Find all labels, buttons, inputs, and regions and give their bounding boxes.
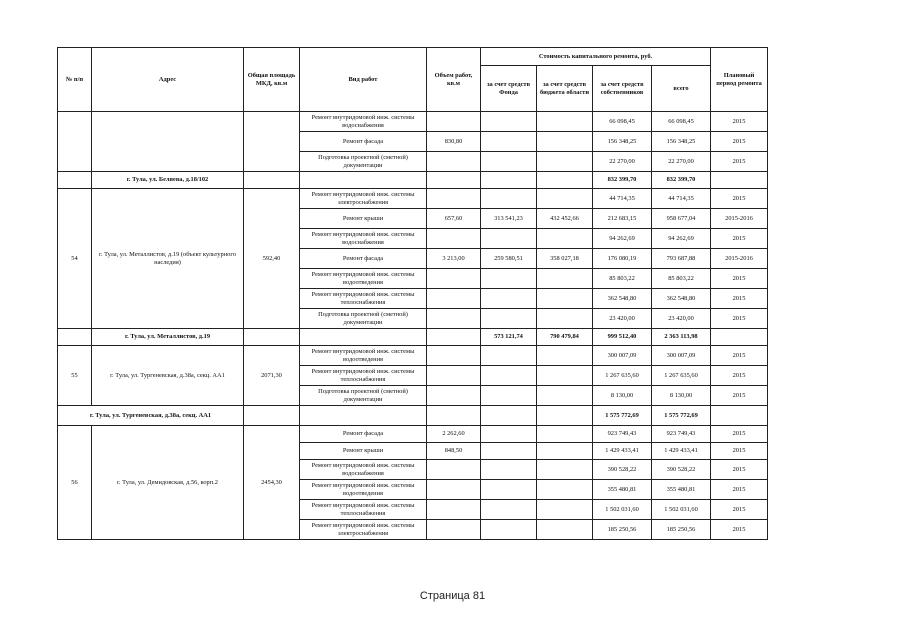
row-volume	[427, 480, 481, 500]
row-period: 2015	[711, 309, 768, 329]
subtotal-address: г. Тула, ул. Тургеневская, д.38а, секц. АА1	[58, 406, 244, 426]
row-area: 2454,30	[244, 426, 300, 540]
row-address: г. Тула, ул. Металлистов, д.19 (объект культурного наследия)	[92, 189, 244, 329]
row-budget	[537, 480, 593, 500]
row-period: 2015	[711, 426, 768, 443]
row-period: 2015	[711, 112, 768, 132]
row-owners: 23 420,00	[593, 309, 652, 329]
subtotal-total: 2 363 113,98	[652, 329, 711, 346]
row-period: 2015	[711, 269, 768, 289]
row-total: 300 007,09	[652, 346, 711, 366]
subtotal-fund	[481, 406, 537, 426]
subtotal-num	[58, 172, 92, 189]
col-budget-header: за счет средств бюджета области	[537, 66, 593, 112]
row-address: г. Тула, ул. Демидовская, д.56, корп.2	[92, 426, 244, 540]
row-fund: 259 580,51	[481, 249, 537, 269]
subtotal-address: г. Тула, ул. Металлистов, д.19	[92, 329, 244, 346]
row-work: Ремонт внутридомовой инж. системы водоотведения	[300, 346, 427, 366]
row-work: Подготовка проектной (сметной) документации	[300, 152, 427, 172]
row-total: 44 714,35	[652, 189, 711, 209]
row-total: 362 548,80	[652, 289, 711, 309]
subtotal-period	[711, 329, 768, 346]
subtotal-volume	[427, 329, 481, 346]
table-row	[58, 426, 768, 443]
row-budget	[537, 386, 593, 406]
table-row	[58, 112, 768, 132]
subtotal-area	[244, 329, 300, 346]
row-volume	[427, 229, 481, 249]
col-total-header: всего	[652, 66, 711, 112]
subtotal-row	[58, 329, 768, 346]
subtotal-budget	[537, 406, 593, 426]
row-volume	[427, 152, 481, 172]
subtotal-budget: 790 479,84	[537, 329, 593, 346]
row-fund	[481, 189, 537, 209]
row-fund	[481, 346, 537, 366]
row-work: Ремонт внутридомовой инж. системы теплоснабжения	[300, 500, 427, 520]
subtotal-total: 1 575 772,69	[652, 406, 711, 426]
row-work: Ремонт крыши	[300, 443, 427, 460]
subtotal-row	[58, 406, 768, 426]
subtotal-fund	[481, 172, 537, 189]
row-owners: 355 480,81	[593, 480, 652, 500]
row-fund	[481, 132, 537, 152]
row-budget	[537, 289, 593, 309]
row-period: 2015	[711, 366, 768, 386]
row-period: 2015-2016	[711, 249, 768, 269]
subtotal-work	[300, 172, 427, 189]
row-budget	[537, 366, 593, 386]
col-period-header: Плановый период ремонта	[711, 48, 768, 112]
row-num: 55	[58, 346, 92, 406]
subtotal-budget	[537, 172, 593, 189]
row-total: 793 687,88	[652, 249, 711, 269]
row-volume: 3 213,00	[427, 249, 481, 269]
subtotal-work	[300, 329, 427, 346]
row-owners: 212 683,15	[593, 209, 652, 229]
subtotal-volume	[427, 172, 481, 189]
row-volume	[427, 309, 481, 329]
row-owners: 390 528,22	[593, 460, 652, 480]
row-period: 2015	[711, 132, 768, 152]
row-area: 592,40	[244, 189, 300, 329]
row-budget	[537, 112, 593, 132]
row-volume	[427, 520, 481, 540]
row-owners: 1 502 031,60	[593, 500, 652, 520]
subtotal-fund: 573 121,74	[481, 329, 537, 346]
row-work: Ремонт внутридомовой инж. системы водоснабжения	[300, 229, 427, 249]
col-area-header: Общая площадь МКД, кв.м	[244, 48, 300, 112]
row-volume	[427, 269, 481, 289]
row-budget	[537, 520, 593, 540]
row-fund	[481, 386, 537, 406]
row-budget	[537, 460, 593, 480]
row-period: 2015	[711, 520, 768, 540]
row-owners: 22 270,00	[593, 152, 652, 172]
subtotal-owners: 832 399,70	[593, 172, 652, 189]
row-budget	[537, 426, 593, 443]
row-volume: 848,50	[427, 443, 481, 460]
row-volume	[427, 346, 481, 366]
col-fund-header: за счет средств Фонда	[481, 66, 537, 112]
row-work: Ремонт внутридомовой инж. системы электроснабжения	[300, 189, 427, 209]
subtotal-period	[711, 172, 768, 189]
row-work: Ремонт внутридомовой инж. системы теплоснабжения	[300, 289, 427, 309]
row-work: Ремонт внутридомовой инж. системы водоотведения	[300, 269, 427, 289]
row-fund	[481, 289, 537, 309]
row-work: Ремонт внутридомовой инж. системы теплоснабжения	[300, 366, 427, 386]
row-total: 94 262,69	[652, 229, 711, 249]
row-total: 85 803,22	[652, 269, 711, 289]
row-fund	[481, 152, 537, 172]
row-volume	[427, 500, 481, 520]
row-total: 22 270,00	[652, 152, 711, 172]
row-total: 1 267 635,60	[652, 366, 711, 386]
cost-group-header: Стоимость капитального ремонта, руб.	[481, 48, 711, 66]
row-total: 355 480,81	[652, 480, 711, 500]
row-volume: 830,80	[427, 132, 481, 152]
row-owners: 1 429 433,41	[593, 443, 652, 460]
row-period: 2015	[711, 152, 768, 172]
subtotal-area	[244, 172, 300, 189]
row-num	[58, 112, 92, 172]
row-work: Ремонт внутридомовой инж. системы водоснабжения	[300, 112, 427, 132]
row-address	[92, 112, 244, 172]
row-period: 2015	[711, 500, 768, 520]
row-total: 958 677,04	[652, 209, 711, 229]
subtotal-address: г. Тула, ул. Беляева, д.18/102	[92, 172, 244, 189]
row-owners: 44 714,35	[593, 189, 652, 209]
row-budget	[537, 229, 593, 249]
row-area	[244, 112, 300, 172]
row-owners: 362 548,80	[593, 289, 652, 309]
row-budget	[537, 443, 593, 460]
row-work: Ремонт крыши	[300, 209, 427, 229]
col-work-header: Вид работ	[300, 48, 427, 112]
row-budget	[537, 309, 593, 329]
row-period: 2015	[711, 460, 768, 480]
row-fund	[481, 426, 537, 443]
row-num: 54	[58, 189, 92, 329]
row-work: Ремонт фасада	[300, 426, 427, 443]
col-volume-header: Объем работ, кв.м	[427, 48, 481, 112]
row-volume	[427, 386, 481, 406]
row-work: Ремонт внутридомовой инж. системы водоотведения	[300, 480, 427, 500]
row-fund	[481, 229, 537, 249]
row-volume	[427, 112, 481, 132]
subtotal-row	[58, 172, 768, 189]
row-period: 2015	[711, 346, 768, 366]
subtotal-owners: 1 575 772,69	[593, 406, 652, 426]
row-budget	[537, 346, 593, 366]
row-owners: 85 803,22	[593, 269, 652, 289]
row-period: 2015	[711, 189, 768, 209]
row-total: 923 749,43	[652, 426, 711, 443]
row-owners: 156 348,25	[593, 132, 652, 152]
row-volume	[427, 366, 481, 386]
row-period: 2015	[711, 289, 768, 309]
row-fund	[481, 112, 537, 132]
row-work: Ремонт внутридомовой инж. системы водоснабжения	[300, 460, 427, 480]
row-total: 185 250,56	[652, 520, 711, 540]
row-owners: 185 250,56	[593, 520, 652, 540]
row-period: 2015	[711, 443, 768, 460]
subtotal-num	[58, 329, 92, 346]
row-num: 56	[58, 426, 92, 540]
row-budget	[537, 269, 593, 289]
row-volume: 2 262,60	[427, 426, 481, 443]
row-total: 1 429 433,41	[652, 443, 711, 460]
col-address-header: Адрес	[92, 48, 244, 112]
subtotal-owners: 999 512,40	[593, 329, 652, 346]
row-total: 66 098,45	[652, 112, 711, 132]
row-fund	[481, 309, 537, 329]
table-row	[58, 189, 768, 209]
subtotal-area	[244, 406, 300, 426]
subtotal-total: 832 399,70	[652, 172, 711, 189]
subtotal-volume	[427, 406, 481, 426]
col-owners-header: за счет средств собственников	[593, 66, 652, 112]
row-budget	[537, 189, 593, 209]
row-period: 2015	[711, 386, 768, 406]
row-owners: 94 262,69	[593, 229, 652, 249]
row-total: 390 528,22	[652, 460, 711, 480]
row-work: Ремонт внутридомовой инж. системы электроснабжения	[300, 520, 427, 540]
row-fund	[481, 443, 537, 460]
subtotal-period	[711, 406, 768, 426]
row-budget: 358 027,18	[537, 249, 593, 269]
row-work: Подготовка проектной (сметной) документации	[300, 309, 427, 329]
table-row	[58, 346, 768, 366]
row-period: 2015	[711, 480, 768, 500]
row-volume	[427, 460, 481, 480]
row-budget	[537, 132, 593, 152]
row-total: 8 130,00	[652, 386, 711, 406]
row-work: Ремонт фасада	[300, 132, 427, 152]
row-work: Подготовка проектной (сметной) документации	[300, 386, 427, 406]
row-work: Ремонт фасада	[300, 249, 427, 269]
row-owners: 300 007,09	[593, 346, 652, 366]
subtotal-work	[300, 406, 427, 426]
row-fund	[481, 500, 537, 520]
row-volume: 657,60	[427, 209, 481, 229]
row-total: 1 502 031,60	[652, 500, 711, 520]
row-budget	[537, 152, 593, 172]
row-fund	[481, 480, 537, 500]
row-fund: 313 541,23	[481, 209, 537, 229]
col-num-header: № п/п	[58, 48, 92, 112]
row-owners: 176 080,19	[593, 249, 652, 269]
row-total: 156 348,25	[652, 132, 711, 152]
row-volume	[427, 189, 481, 209]
row-fund	[481, 520, 537, 540]
row-total: 23 420,00	[652, 309, 711, 329]
row-fund	[481, 269, 537, 289]
page-number: Страница 81	[419, 590, 486, 602]
row-volume	[427, 289, 481, 309]
row-owners: 8 130,00	[593, 386, 652, 406]
repair-cost-table	[57, 47, 768, 540]
row-budget	[537, 500, 593, 520]
row-owners: 923 749,43	[593, 426, 652, 443]
row-fund	[481, 460, 537, 480]
row-address: г. Тула, ул. Тургеневская, д.38а, секц. АА1	[92, 346, 244, 406]
row-area: 2071,30	[244, 346, 300, 406]
row-fund	[481, 366, 537, 386]
row-period: 2015	[711, 229, 768, 249]
row-owners: 1 267 635,60	[593, 366, 652, 386]
row-owners: 66 098,45	[593, 112, 652, 132]
row-period: 2015-2016	[711, 209, 768, 229]
row-budget: 432 452,66	[537, 209, 593, 229]
